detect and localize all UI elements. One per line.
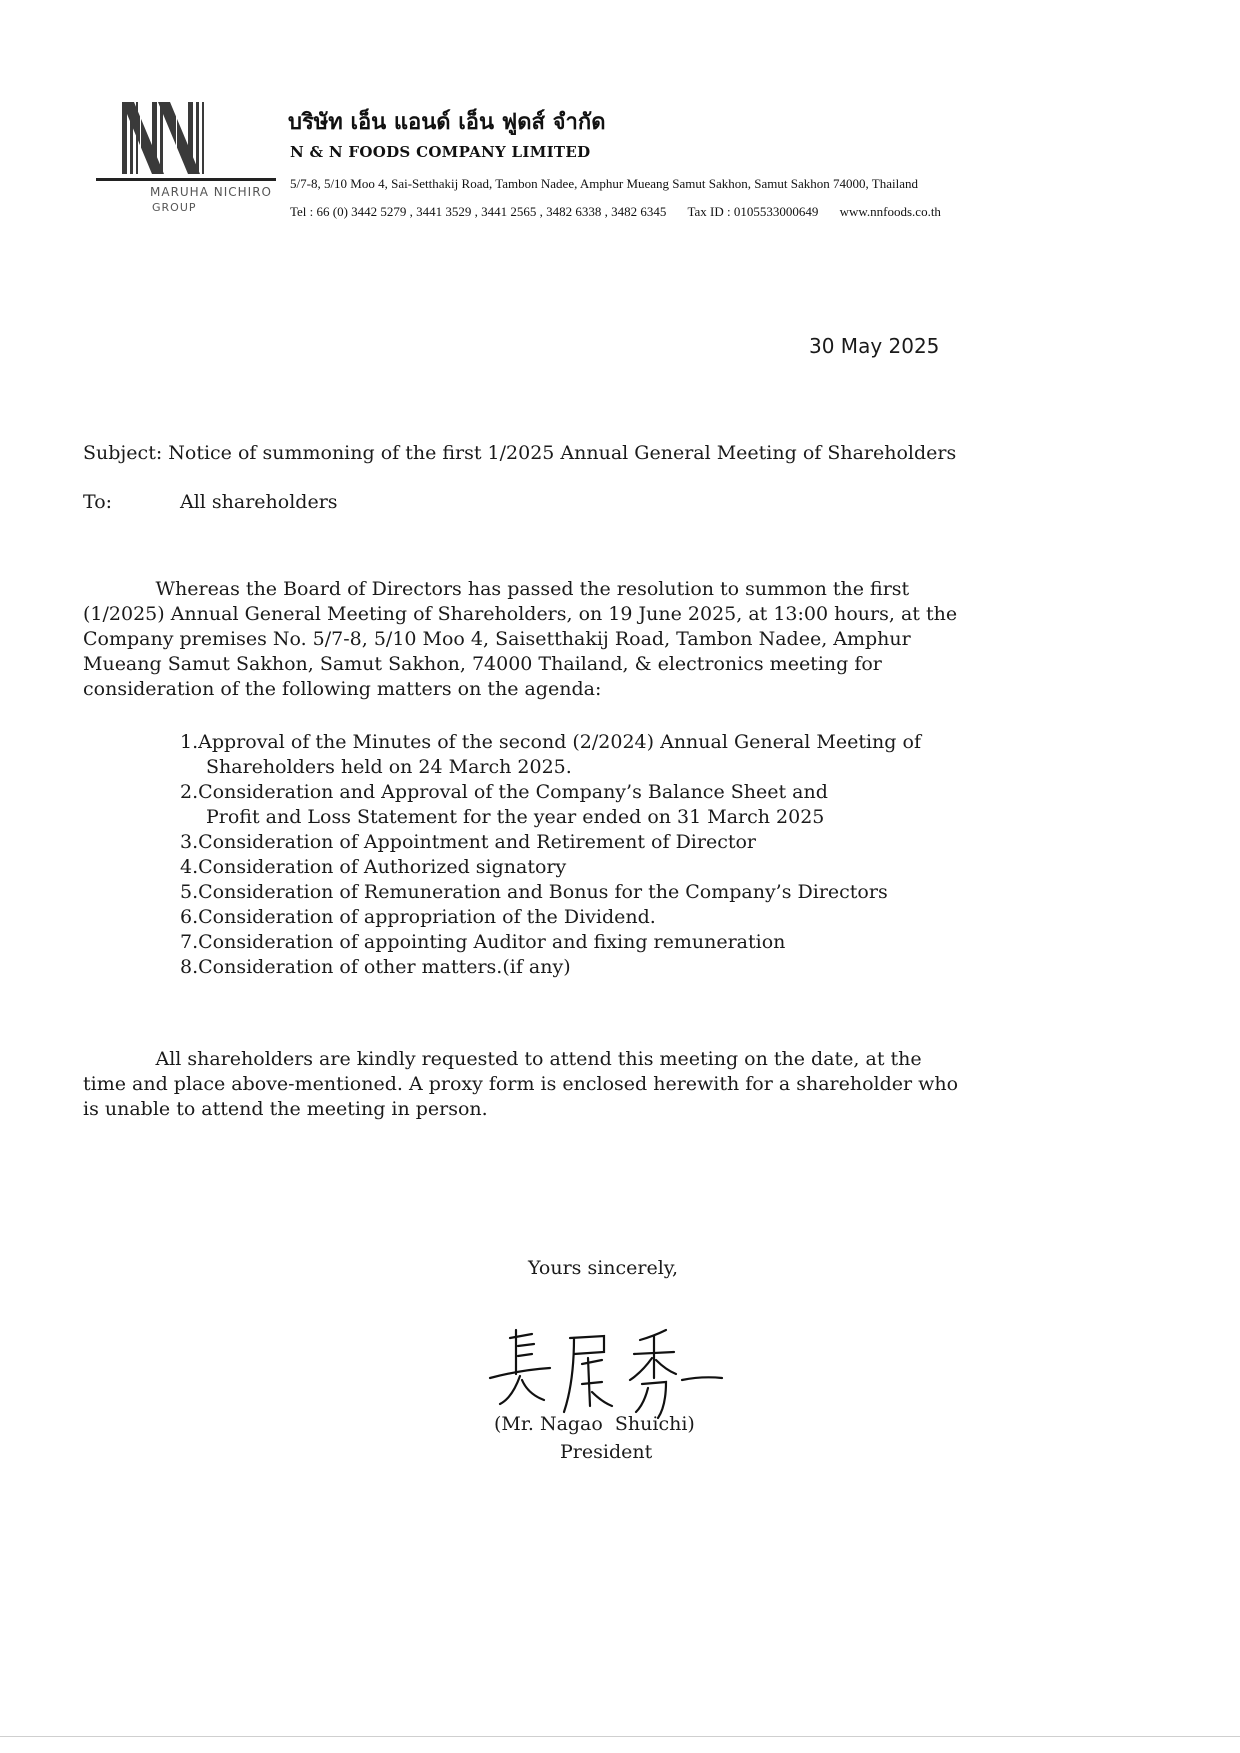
signatory-title: President [560, 1441, 653, 1463]
recipient-label: To: [83, 491, 113, 513]
agenda-item: 5.Consideration of Remuneration and Bonus for the Company’s Directors [180, 881, 888, 903]
paragraph-line: time and place above-mentioned. A proxy form is enclosed herewith for a shareholder who [83, 1073, 959, 1095]
page-edge-line [0, 1736, 1240, 1737]
website-link[interactable]: www.nnfoods.co.th [839, 204, 941, 219]
agenda-item: 7.Consideration of appointing Auditor and fixing remuneration [180, 931, 786, 953]
logo-underline [96, 178, 276, 181]
agenda-item-continuation: Profit and Loss Statement for the year ended on 31 March 2025 [206, 806, 825, 828]
letter-date: 30 May 2025 [809, 334, 940, 358]
tax-id: Tax ID : 0105533000649 [687, 204, 819, 219]
recipient-value: All shareholders [180, 491, 338, 513]
paragraph-line: (1/2025) Annual General Meeting of Shareholders, on 19 June 2025, at 13:00 hours, at the [83, 603, 958, 625]
group-name-line2: GROUP [152, 201, 197, 214]
paragraph-line: Whereas the Board of Directors has passed the resolution to summon the first [83, 578, 910, 600]
subject-line: Subject: Notice of summoning of the first 1/2025 Annual General Meeting of Shareholders [83, 442, 957, 464]
company-name-thai: บริษัท เอ็น แอนด์ เอ็น ฟูดส์ จำกัด [288, 110, 606, 135]
paragraph-line: All shareholders are kindly requested to attend this meeting on the date, at the [83, 1048, 922, 1070]
company-contact-line [290, 204, 959, 220]
complimentary-close: Yours sincerely, [528, 1257, 679, 1279]
telephone-numbers: Tel : 66 (0) 3442 5279 , 3441 3529 , 3441 2565 , 3482 6338 , 3482 6345 [290, 204, 667, 219]
agenda-item: 8.Consideration of other matters.(if any) [180, 956, 571, 978]
group-name-line1: MARUHA NICHIRO [150, 185, 272, 199]
closing-paragraph [83, 1047, 1113, 1122]
agenda-item: 1.Approval of the Minutes of the second (2/2024) Annual General Meeting of [180, 731, 921, 753]
intro-paragraph [83, 577, 1113, 702]
paragraph-line: is unable to attend the meeting in person. [83, 1098, 488, 1120]
agenda-item: 4.Consideration of Authorized signatory [180, 856, 567, 878]
agenda-item: 3.Consideration of Appointment and Retirement of Director [180, 831, 757, 853]
paragraph-line: consideration of the following matters on the agenda: [83, 678, 602, 700]
agenda-list [180, 730, 1080, 980]
signatory-name: (Mr. Nagao Shuichi) [494, 1413, 695, 1435]
paragraph-line: Company premises No. 5/7-8, 5/10 Moo 4, Saisetthakij Road, Tambon Nadee, Amphur [83, 628, 911, 650]
agenda-item: 2.Consideration and Approval of the Company’s Balance Sheet and [180, 781, 828, 803]
agenda-item: 6.Consideration of appropriation of the Dividend. [180, 906, 656, 928]
handwritten-signature [470, 1300, 760, 1430]
agenda-item-continuation: Shareholders held on 24 March 2025. [206, 756, 572, 778]
company-address: 5/7-8, 5/10 Moo 4, Sai-Setthakij Road, Tambon Nadee, Amphur Mueang Samut Sakhon, Samut Sakhon 74000, Thailand [290, 176, 918, 191]
company-name-english: N & N FOODS COMPANY LIMITED [290, 143, 591, 161]
paragraph-line: Mueang Samut Sakhon, Samut Sakhon, 74000 Thailand, & electronics meeting for [83, 653, 882, 675]
